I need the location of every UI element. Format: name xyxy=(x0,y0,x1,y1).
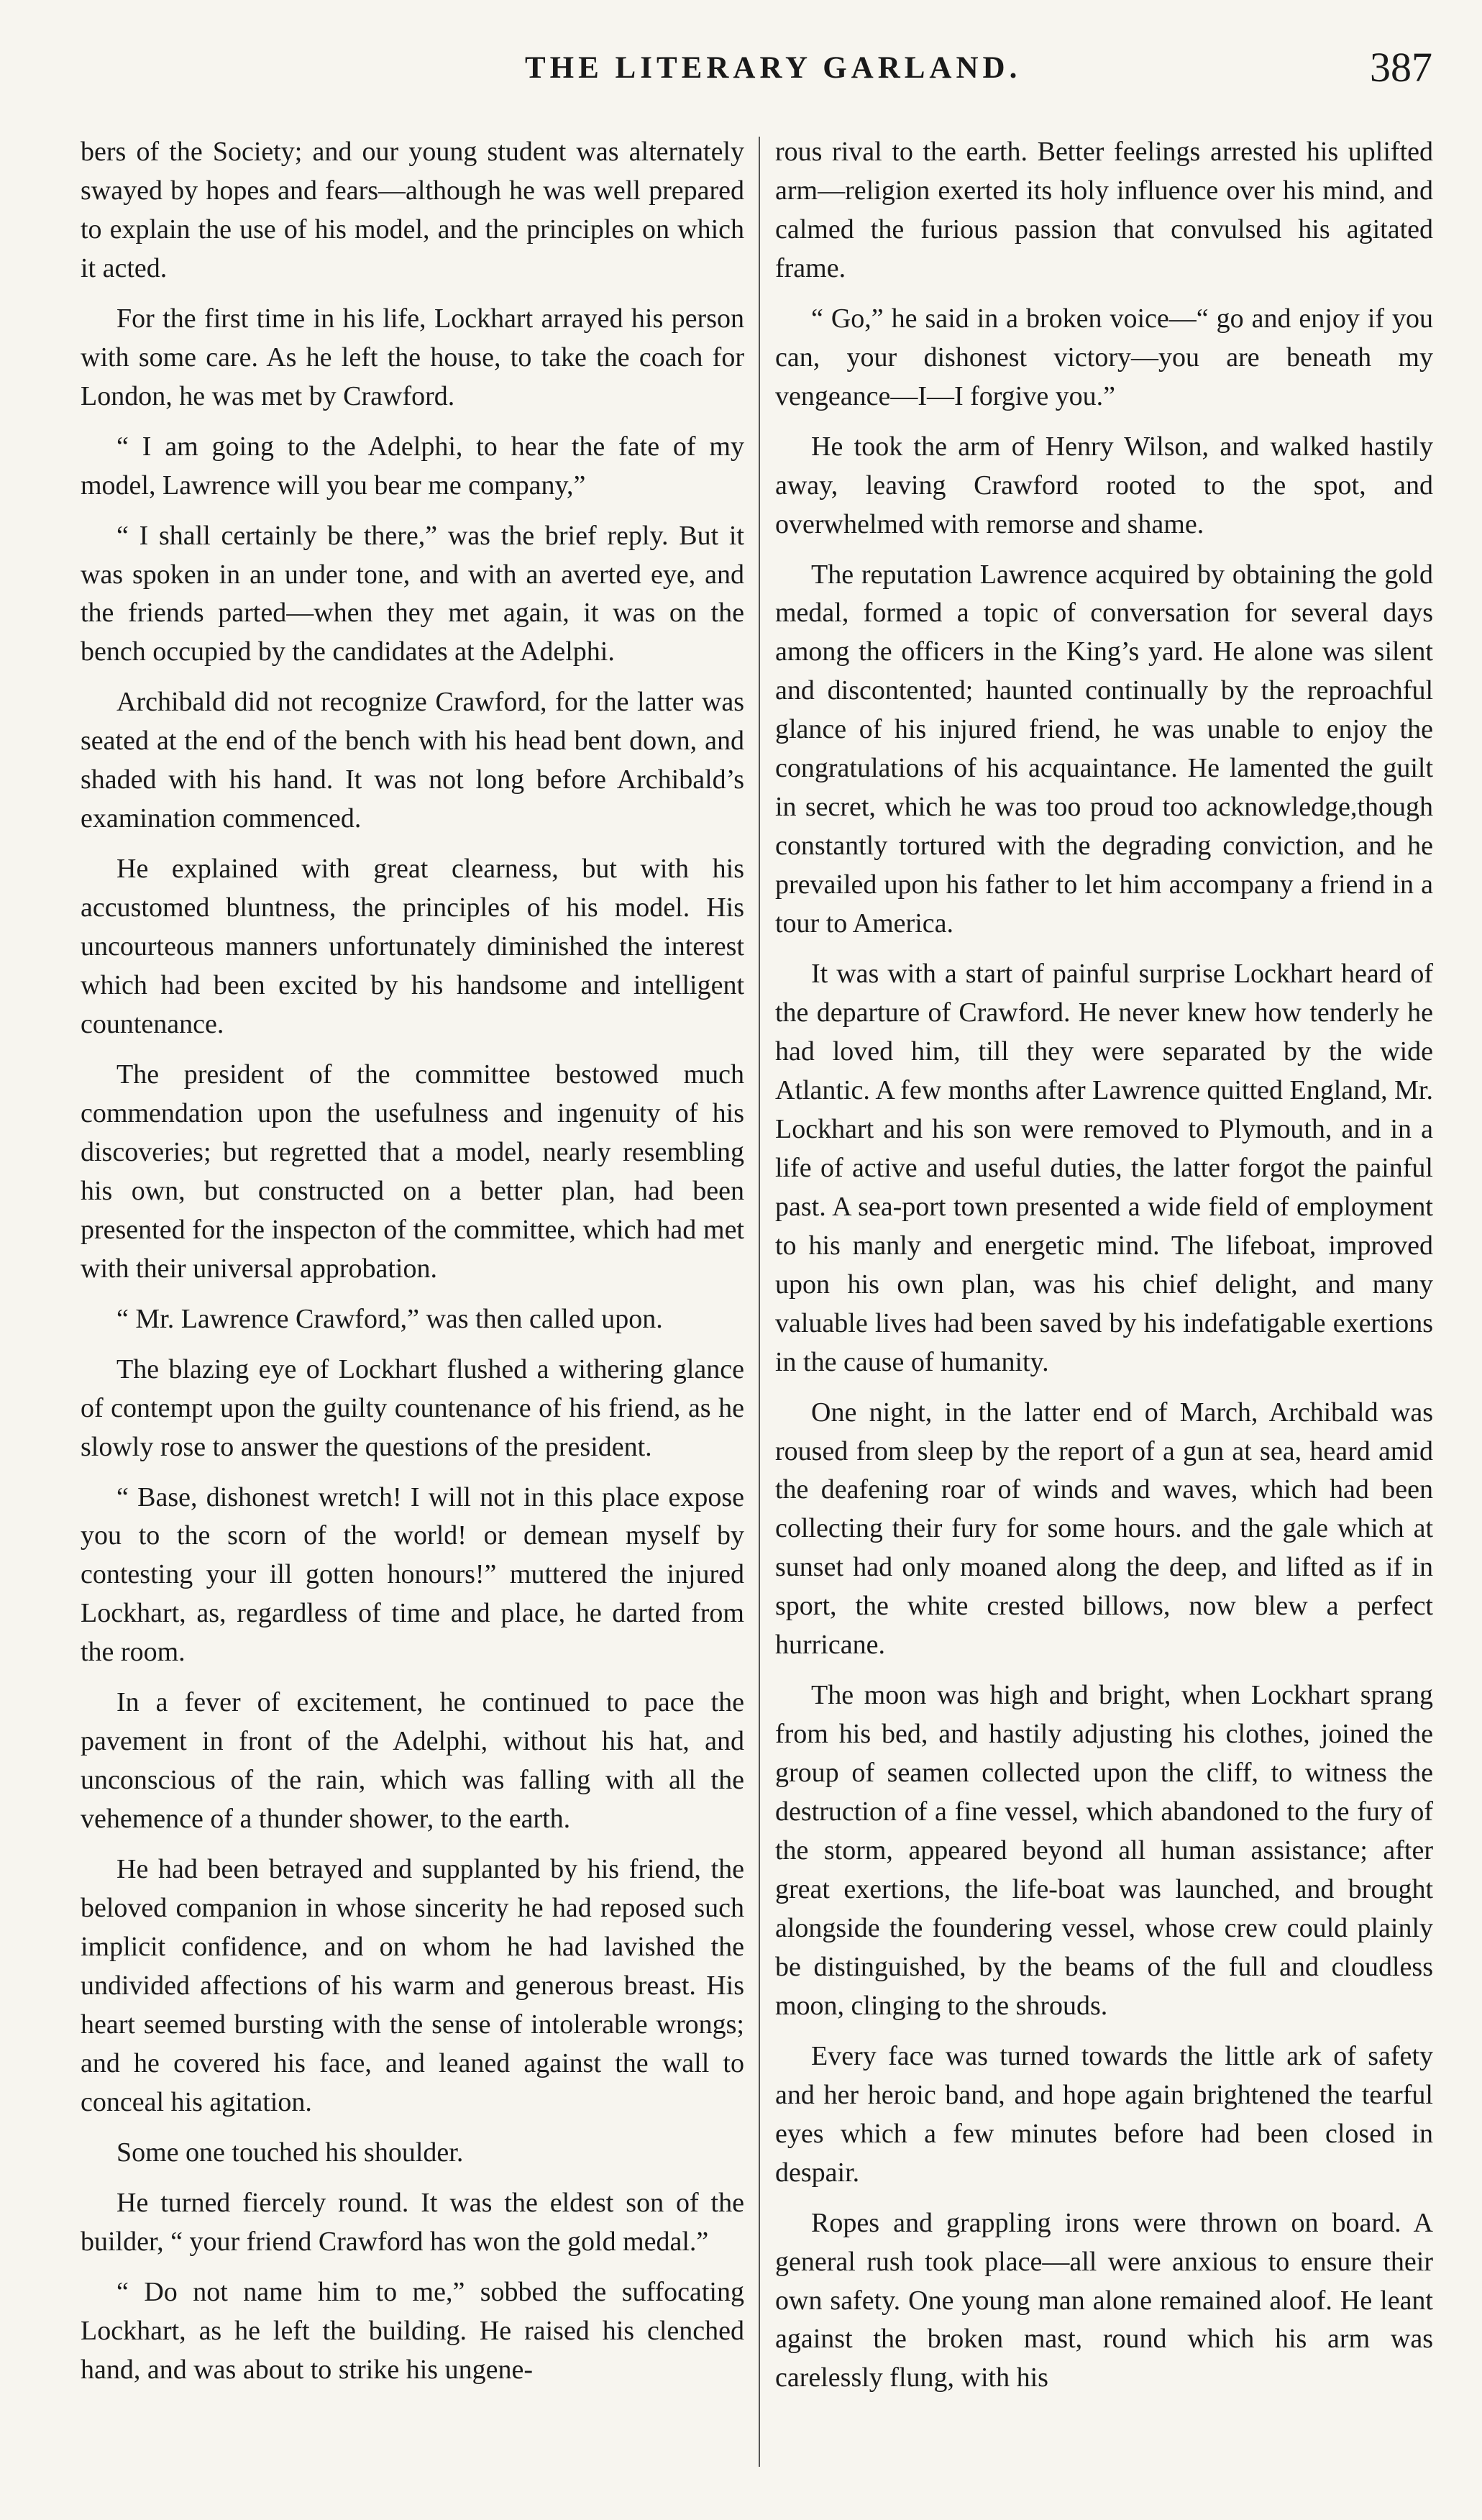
paragraph: For the first time in his life, Lockhart arrayed his person with some care. As he left the house, to take the coach for London, he was met by Crawford. xyxy=(81,303,744,411)
right-column xyxy=(775,133,1433,2409)
page-number: 387 xyxy=(1370,44,1432,91)
paragraph: bers of the Society; and our young student was alternately swayed by hopes and fears—although he was well prepared to explain the use of his model, and the principles on which it acted. xyxy=(81,137,744,283)
paragraph: Ropes and grappling irons were thrown on board. A general rush took place—all were anxious to ensure their own safety. One young man alone remained aloof. He leant against the broken mast, round which his arm was carelessly flung, with his xyxy=(775,2207,1433,2393)
paragraph: It was with a start of painful surprise Lockhart heard of the departure of Crawford. He never knew how tenderly he had loved him, till they were separated by the wide Atlantic. A few months after Lawrence quitted England, Mr. Lockhart and his son were removed to Plymouth, and in a life of active and useful duties, the latter forgot the painful past. A sea-port town presented a wide field of employment to his manly and energetic mind. The lifeboat, improved upon his own plan, was his chief delight, and many valuable lives had been saved by his indefatigable exertions in the cause of humanity. xyxy=(775,959,1433,1377)
paragraph: “ Go,” he said in a broken voice—“ go and enjoy if you can, your dishonest victory—you are beneath my vengeance—I—I forgive you.” xyxy=(775,303,1433,411)
paragraph: The moon was high and bright, when Lockhart sprang from his bed, and hastily adjusting his clothes, joined the group of seamen collected upon the cliff, to witness the destruction of a fine vessel, which abandoned to the fury of the storm, appeared beyond all human assistance; after great exertions, the life-boat was launched, and brought alongside the foundering vessel, whose crew could plainly be distinguished, by the beams of the full and cloudless moon, clinging to the shrouds. xyxy=(775,1680,1433,2021)
paragraph: One night, in the latter end of March, Archibald was roused from sleep by the report of a gun at sea, heard amid the deafening roar of winds and waves, which had been collecting their fury for some hours. and the gale which at sunset had only moaned along the deep, and lifted as if in sport, the white crested billows, now blew a perfect hurricane. xyxy=(775,1397,1433,1661)
paragraph: Every face was turned towards the little ark of safety and her heroic band, and hope again brightened the tearful eyes which a few minutes before had been closed in despair. xyxy=(775,2040,1433,2188)
paragraph: “ I am going to the Adelphi, to hear the fate of my model, Lawrence will you bear me company,” xyxy=(81,431,744,501)
paragraph: In a fever of excitement, he continued to pace the pavement in front of the Adelphi, without his hat, and unconscious of the rain, which was falling with all the vehemence of a thunder shower, to the earth. xyxy=(81,1687,744,1835)
paragraph: He turned fiercely round. It was the eldest son of the builder, “ your friend Crawford has won the gold medal.” xyxy=(81,2187,744,2257)
paragraph: “ Base, dishonest wretch! I will not in this place expose you to the scorn of the world! or demean myself by contesting your ill gotten honours!” muttered the injured Lockhart, as, regardless of time and place, he darted from the room. xyxy=(81,1482,744,1668)
running-title: THE LITERARY GARLAND. xyxy=(525,51,1022,85)
paragraph: “ Mr. Lawrence Crawford,” was then called upon. xyxy=(116,1303,663,1334)
paragraph: The president of the committee bestowed much commendation upon the usefulness and ingenuity of his discoveries; but regretted that a model, nearly resembling his own, but constructed on a better plan, had been presented for the inspecton of the committee, which had met with their universal approbation. xyxy=(81,1059,744,1284)
paragraph: The blazing eye of Lockhart flushed a withering glance of contempt upon the guilty countenance of his friend, as he slowly rose to answer the questions of the president. xyxy=(81,1353,744,1462)
left-column xyxy=(81,133,744,2401)
paragraph: He explained with great clearness, but with his accustomed bluntness, the principles of his model. His uncourteous manners unfortunately diminished the interest which had been excited by his handsome and intelligent countenance. xyxy=(81,854,744,1040)
paragraph: The reputation Lawrence acquired by obtaining the gold medal, formed a topic of conversation for several days among the officers in the King’s yard. He alone was silent and discontented; haunted continually by the reproachful glance of his injured friend, he was unable to enjoy the congratulations of his acquaintance. He lamented the guilt in secret, which he was too proud too acknowledge,though constantly tortured with the degrading conviction, and he prevailed upon his father to let him accompany a friend in a tour to America. xyxy=(775,559,1433,939)
paragraph: “ I shall certainly be there,” was the brief reply. But it was spoken in an under tone, and with an averted eye, and the friends parted—when they met again, it was on the bench occupied by the candidates at the Adelphi. xyxy=(81,520,744,667)
column-divider xyxy=(759,137,760,2467)
paragraph: “ Do not name him to me,” sobbed the suffocating Lockhart, as he left the building. He raised his clenched hand, and was about to strike his ungene- xyxy=(81,2276,744,2385)
paragraph: rous rival to the earth. Better feelings arrested his uplifted arm—religion exerted its holy influence over his mind, and calmed the furious passion that convulsed his agitated frame. xyxy=(775,137,1433,283)
paragraph: Some one touched his shoulder. xyxy=(116,2137,464,2168)
paragraph: He took the arm of Henry Wilson, and walked hastily away, leaving Crawford rooted to the spot, and overwhelmed with remorse and shame. xyxy=(775,431,1433,539)
paragraph: Archibald did not recognize Crawford, for the latter was seated at the end of the bench with his head bent down, and shaded with his hand. It was not long before Archibald’s examination commenced. xyxy=(81,687,744,834)
paragraph: He had been betrayed and supplanted by his friend, the beloved companion in whose sincerity he had reposed such implicit confidence, and on whom he had lavished the undivided affections of his warm and generous breast. His heart seemed bursting with the sense of intolerable wrongs; and he covered his face, and leaned against the wall to conceal his agitation. xyxy=(81,1854,744,2117)
